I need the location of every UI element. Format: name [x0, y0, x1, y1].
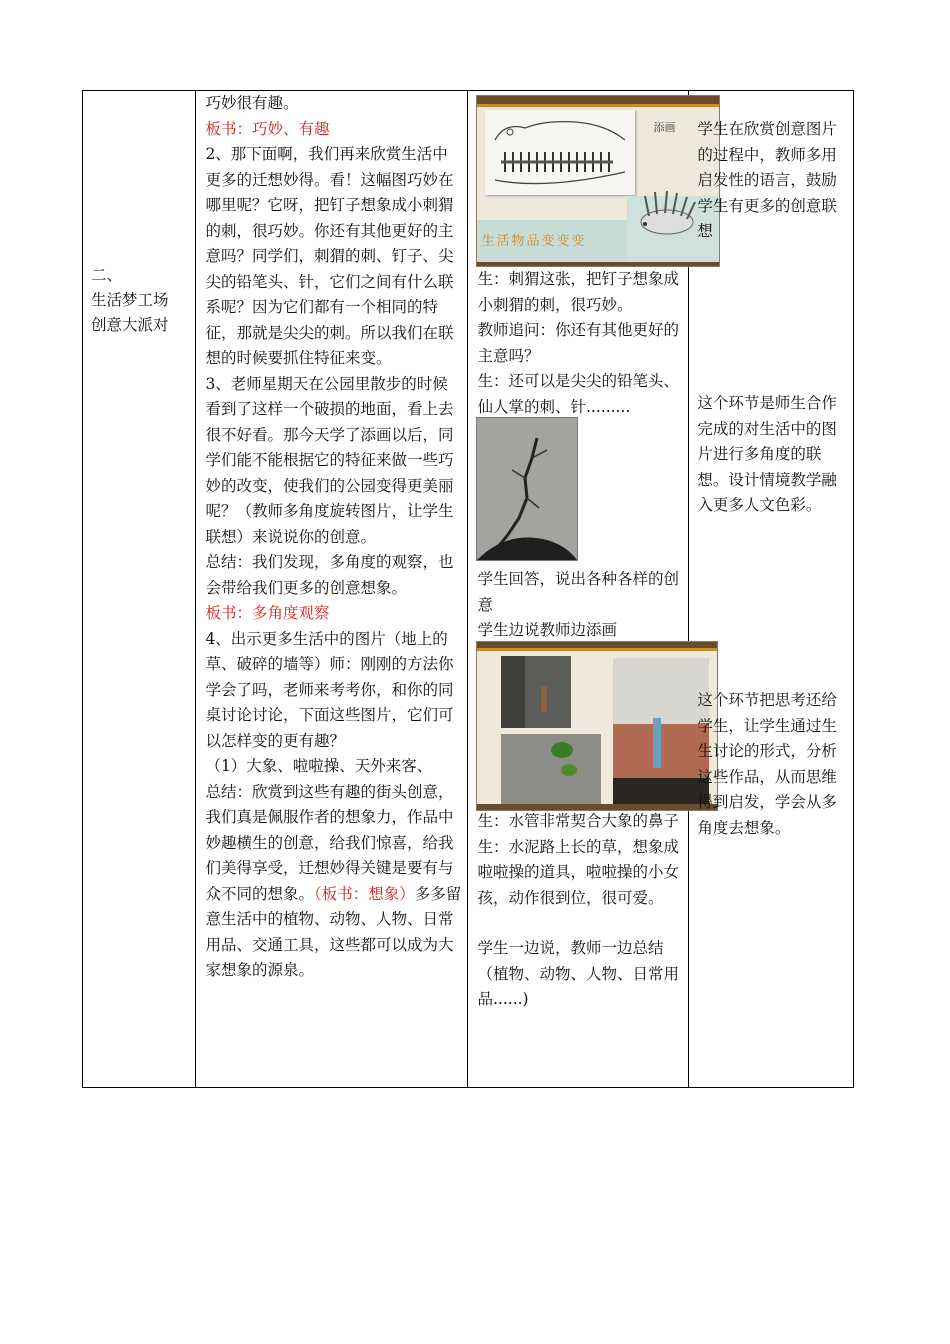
board-note-2: 板书：多角度观察	[205, 604, 330, 622]
nail-hedgehog-drawing	[485, 110, 635, 195]
hedgehog-slide-image	[476, 95, 720, 267]
lesson-plan-table	[82, 90, 854, 1088]
student-activity-cell	[468, 91, 689, 1088]
stage-number: 二、	[91, 266, 123, 284]
teacher-text-4: 4、出示更多生活中的图片（地上的草、破碎的墙等）师：刚刚的方法你学会了吗，老师来考考你，和你的同桌讨论讨论，下面这些图片，它们可以怎样变的更有趣？	[205, 629, 454, 750]
design-note-1: 学生在欣赏创意图片的过程中，教师多用启发性的语言，鼓励学生有更多的创意联想	[697, 120, 837, 240]
elephant-wall-photo	[501, 656, 571, 728]
board-note-1: 板书：巧妙、有趣	[205, 119, 330, 138]
stage-name-line2: 创意大派对	[91, 316, 169, 334]
student-answer-6: 生：水泥路上长的草，想象成啦啦操的道具，啦啦操的小女孩，动作很到位，很可爱。	[477, 837, 679, 907]
student-answer-5: 生：水管非常契合大象的鼻子	[477, 812, 679, 830]
teacher-text-1: 巧妙很有趣。	[205, 94, 299, 112]
student-answer-3: 学生回答，说出各种各样的创意	[477, 570, 679, 614]
slide-caption: 生活物品变变变	[481, 234, 587, 249]
teacher-followup: 教师追问：你还有其他更好的主意吗？	[477, 321, 679, 365]
cracked-ground-image	[476, 417, 578, 561]
stage-name-line1: 生活梦工场	[91, 291, 169, 309]
teacher-summary-1: 总结：我们发现，多角度的观察，也会带给我们更多的创意想象。	[205, 553, 454, 597]
student-answer-1: 生：刺猬这张，把钉子想象成小刺猬的刺，很巧妙。	[477, 270, 679, 314]
teacher-summary-2: 总结：欣赏到这些有趣的街头创意，我们真是佩服作者的想象力，作品中妙趣横生的创意，给我们惊喜，给我们美得享受，迁想妙得关键是要有与众不同的想象。（板书：想象）多多留意生活中的植物、动物、人物、日常用品、交通工具，这些都可以成为大家想象的源泉。	[205, 782, 462, 979]
board-note-3: （板书：想象）	[313, 884, 415, 903]
grass-ground-photo	[501, 734, 601, 806]
stage-title	[91, 263, 191, 338]
design-note-3: 这个环节把思考还给学生，让学生通过生生讨论的形式，分析这些作品，从而思维得到启发，学会从多角度去想象。	[697, 691, 837, 837]
slide-tag-label: 添画	[653, 121, 676, 134]
student-answer-4: 学生边说教师边添画	[477, 621, 617, 639]
student-answer-2: 生：还可以是尖尖的铅笔头、仙人掌的刺、针.........	[477, 372, 679, 416]
teacher-activity-cell	[196, 91, 468, 1088]
teacher-text-3: 3、老师星期天在公园里散步的时候看到了这样一个破损的地面，看上去很不好看。那今天学了添画以后，同学们能不能根据它的特征来做一些巧妙的改变，使我们的公园变得更美丽呢？（教师多角度旋转图片，让学生联想）来说说你的创意。	[205, 374, 454, 546]
teacher-text-2: 2、那下面啊，我们再来欣赏生活中更多的迁想妙得。看！这幅图巧妙在哪里呢？它呀，把钉子想象成小刺猬的刺，很巧妙。你还有其他更好的主意吗？同学们，刺猬的刺、钉子、尖尖的铅笔头、针，它们之间有什么联系呢？因为它们都有一个相同的特征，那就是尖尖的刺。所以我们在联想的时候要抓住特征来变。	[205, 145, 454, 367]
street-creativity-slide-image	[476, 641, 718, 811]
design-note-2: 这个环节是师生合作完成的对生活中的图片进行多角度的联想。设计情境教学融入更多人文色彩。	[697, 394, 837, 514]
design-intent-cell	[689, 91, 854, 1088]
stage-cell	[83, 91, 196, 1088]
teacher-text-5: （1）大象、啦啦操、天外来客、	[205, 757, 433, 775]
student-summary: 学生一边说，教师一边总结（植物、动物、人物、日常用品......)	[477, 939, 679, 1008]
crack-drawing	[477, 418, 577, 560]
